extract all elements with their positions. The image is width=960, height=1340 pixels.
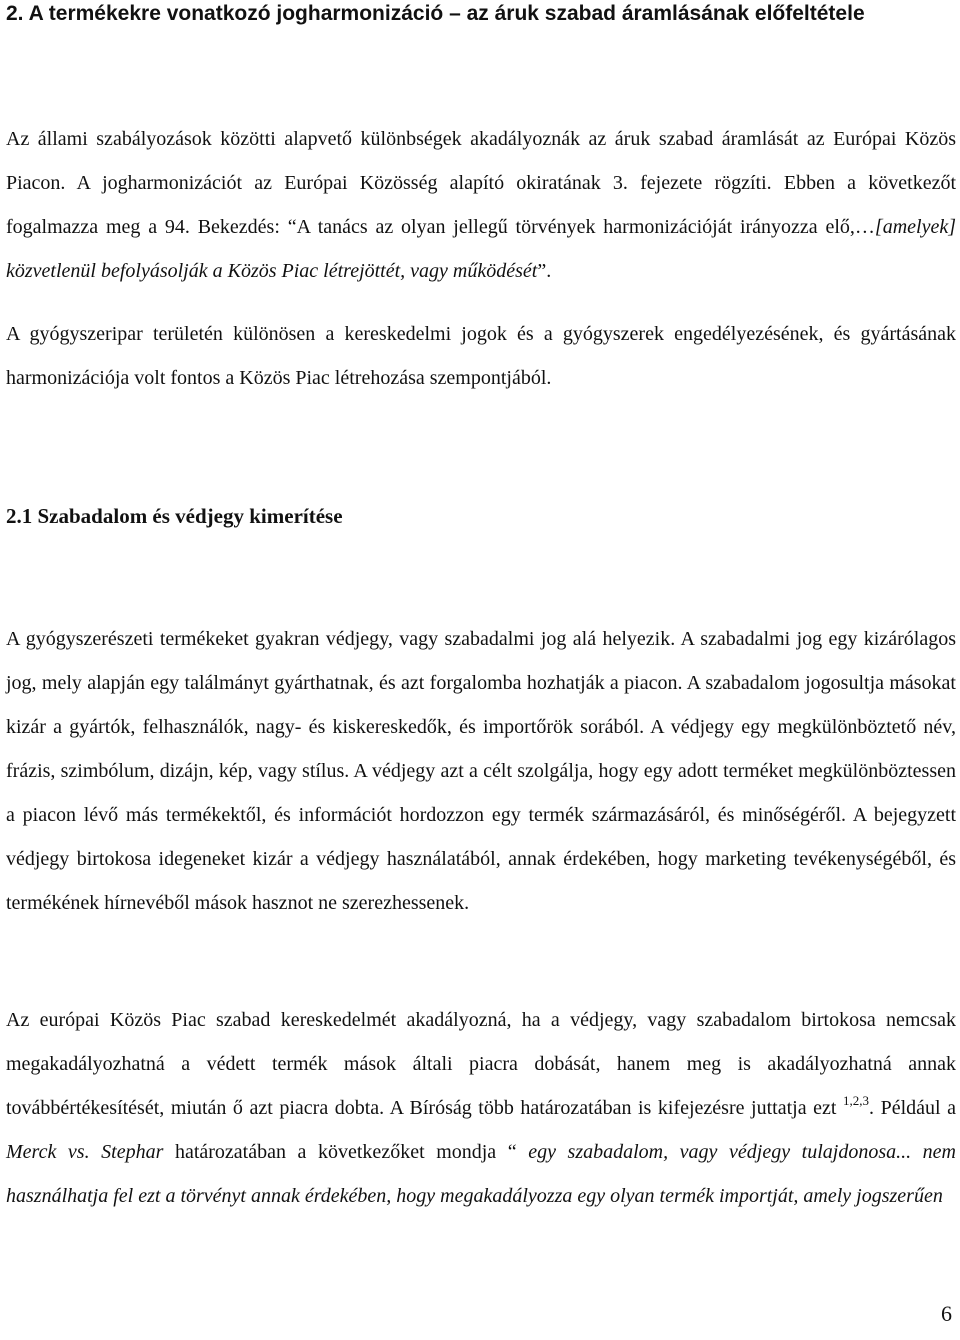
paragraph-pharma: A gyógyszeripar területén különösen a kereskedelmi jogok és a gyógyszerek engedélyezésének, és gyártásának harmonizációja volt fontos a Közös Piac létrehozása szempontjából.: [6, 323, 956, 389]
paragraph-text: határozatában a következőket mondja “: [163, 1141, 529, 1163]
footnote-reference: 1,2,3: [843, 1093, 870, 1108]
paragraph-text: ”.: [537, 260, 552, 282]
quoted-italic-text: egy szabadalom, vagy védjegy tulajdonosa... nem használhatja fel ezt a törvényt annak érdekében, hogy megakadályozza egy olyan termék importját, amely jogszerűen: [6, 1141, 956, 1207]
paragraph-patent-trademark: A gyógyszerészeti termékeket gyakran védjegy, vagy szabadalmi jog alá helyezik. A szabadalmi jog egy kizárólagos jog, mely alapján egy találmányt gyárthatnak, és azt forgalomba hozhatják a piacon. A szabadalom jogosultja másokat kizár a gyártók, felhasználók, nagy- és kiskereskedők, és importőrök sorából. A védjegy egy megkülönböztető név, frázis, szimbólum, dizájn, kép, vagy stílus. A védjegy azt a célt szolgálja, hogy egy adott terméket megkülönböztessen a piacon lévő más termékektől, és információt hordozzon egy termék származásáról, és minőségéről. A bejegyzett védjegy birtokosa idegeneket kizár a védjegy használatából, annak érdekében, hogy marketing tevékenységéből, és termékének hírnevéből mások hasznot ne szerezhessenek.: [6, 628, 956, 914]
page-number: 6: [941, 1301, 952, 1326]
paragraph-harmonization: [6, 117, 956, 293]
case-name-merck: Merck: [6, 1141, 57, 1163]
case-name-stephar: Stephar: [101, 1141, 164, 1163]
quoted-italic-text: [amelyek] közvetlenül befolyásolják a Közös Piac létrejöttét, vagy működését: [6, 216, 956, 282]
paragraph-text: Az európai Közös Piac szabad kereskedelmét akadályozná, ha a védjegy, vagy szabadalom birtokosa nemcsak megakadályozhatná a védett termék mások általi piacra dobását, hanem meg is akadályozhatná annak továbbértékesítését, miután ő azt piacra dobta. A Bíróság több határozatában is kifejezésre juttatja ezt: [6, 1009, 956, 1119]
paragraph-text: Az állami szabályozások közötti alapvető különbségek akadályoznák az áruk szabad áramlását az Európai Közös Piacon. A jogharmonizációt az Európai Közösség alapító okiratának 3. fejezete rögzíti. Ebben a következőt fogalmazza meg a 94. Bekezdés: “A tanács az olyan jellegű törvények harmonizációját irányozza elő,…: [6, 128, 956, 238]
paragraph-common-market: [6, 998, 956, 1218]
case-versus: vs.: [56, 1141, 102, 1163]
paragraph-text: . Például a: [869, 1097, 956, 1119]
section-heading: 2. A termékekre vonatkozó jogharmonizáció – az áruk szabad áramlásának előfeltétele: [6, 2, 865, 25]
subsection-heading: 2.1 Szabadalom és védjegy kimerítése: [6, 504, 343, 528]
